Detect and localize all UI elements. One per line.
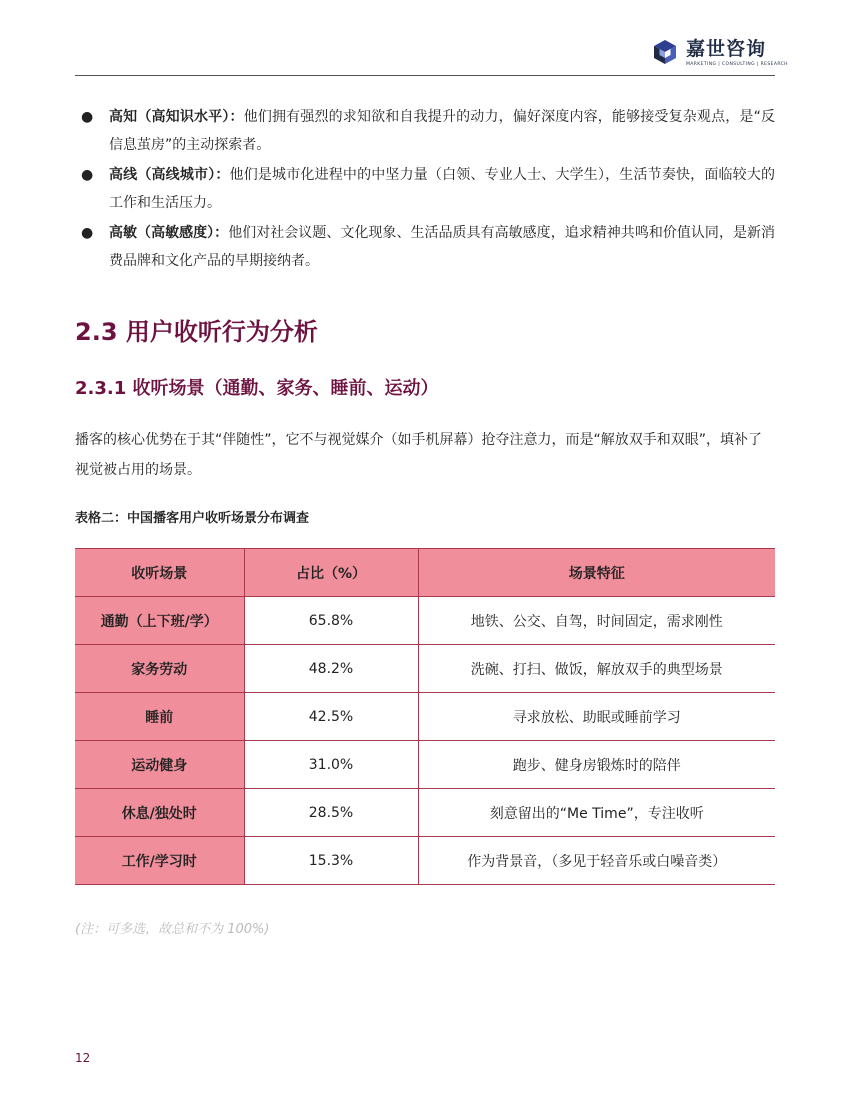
table-row [75,789,775,837]
table-row [75,645,775,693]
bullet-term: 高敏（高敏感度）： [109,225,229,241]
table-header-row [75,549,775,597]
scene-cell: 通勤（上下班/学） [75,597,244,645]
share-cell: 42.5% [244,693,418,741]
share-cell: 65.8% [244,597,418,645]
scene-cell: 工作/学习时 [75,837,244,885]
bullet-term: 高知（高知识水平）： [109,109,244,125]
bullet-item [75,103,775,159]
column-header-share: 占比（%） [244,549,418,597]
table-caption: 表格二：中国播客用户收听场景分布调查 [75,511,310,526]
share-cell: 28.5% [244,789,418,837]
logo-name: 嘉世咨询 [686,38,767,60]
feature-cell: 洗碗、打扫、做饭，解放双手的典型场景 [418,645,775,693]
bullet-text: 他们是城市化进程中的中坚力量（白领、专业人士、大学生），生活节奏快，面临较大的工作和生活压力。 [109,167,776,211]
cube-logo-icon [652,39,678,65]
company-logo [652,38,788,67]
bullet-dot: ● [81,109,94,125]
bullet-text: 他们拥有强烈的求知欲和自我提升的动力，偏好深度内容，能够接受复杂观点，是“反信息茧房”的主动探索者。 [109,109,775,153]
feature-cell: 地铁、公交、自驾，时间固定，需求刚性 [418,597,775,645]
page-header [0,0,850,76]
column-header-feature: 场景特征 [418,549,775,597]
table-row [75,597,775,645]
column-header-scene: 收听场景 [75,549,244,597]
page-number: 12 [75,1051,91,1065]
share-cell: 15.3% [244,837,418,885]
logo-tagline: MARKETING | CONSULTING | RESEARCH [686,62,788,67]
scene-cell: 家务劳动 [75,645,244,693]
bullet-text: 他们对社会议题、文化现象、生活品质具有高敏感度，追求精神共鸣和价值认同，是新消费品牌和文化产品的早期接纳者。 [109,225,776,269]
feature-cell: 跑步、健身房锻炼时的陪伴 [418,741,775,789]
bullet-term: 高线（高线城市）： [109,167,230,183]
bullet-list [75,103,775,277]
scene-cell: 睡前 [75,693,244,741]
header-divider [75,75,775,76]
bullet-item [75,219,775,275]
feature-cell: 刻意留出的“Me Time”，专注收听 [418,789,775,837]
listening-scenes-table [75,548,775,885]
body-paragraph: 播客的核心优势在于其“伴随性”，它不与视觉媒介（如手机屏幕）抢夺注意力，而是“解放双手和双眼”，填补了视觉被占用的场景。 [75,432,763,478]
share-cell: 48.2% [244,645,418,693]
bullet-dot: ● [81,167,94,183]
feature-cell: 寻求放松、助眠或睡前学习 [418,693,775,741]
table-footnote: (注：可多选，故总和不为 100%) [75,922,270,937]
bullet-item [75,161,775,217]
bullet-dot: ● [81,225,94,241]
table-row [75,693,775,741]
feature-cell: 作为背景音，（多见于轻音乐或白噪音类） [418,837,775,885]
section-heading: 2.3 用户收听行为分析 [75,318,318,346]
scene-cell: 运动健身 [75,741,244,789]
share-cell: 31.0% [244,741,418,789]
subsection-heading: 2.3.1 收听场景（通勤、家务、睡前、运动） [75,378,439,399]
table-row [75,741,775,789]
scene-cell: 休息/独处时 [75,789,244,837]
table-row [75,837,775,885]
